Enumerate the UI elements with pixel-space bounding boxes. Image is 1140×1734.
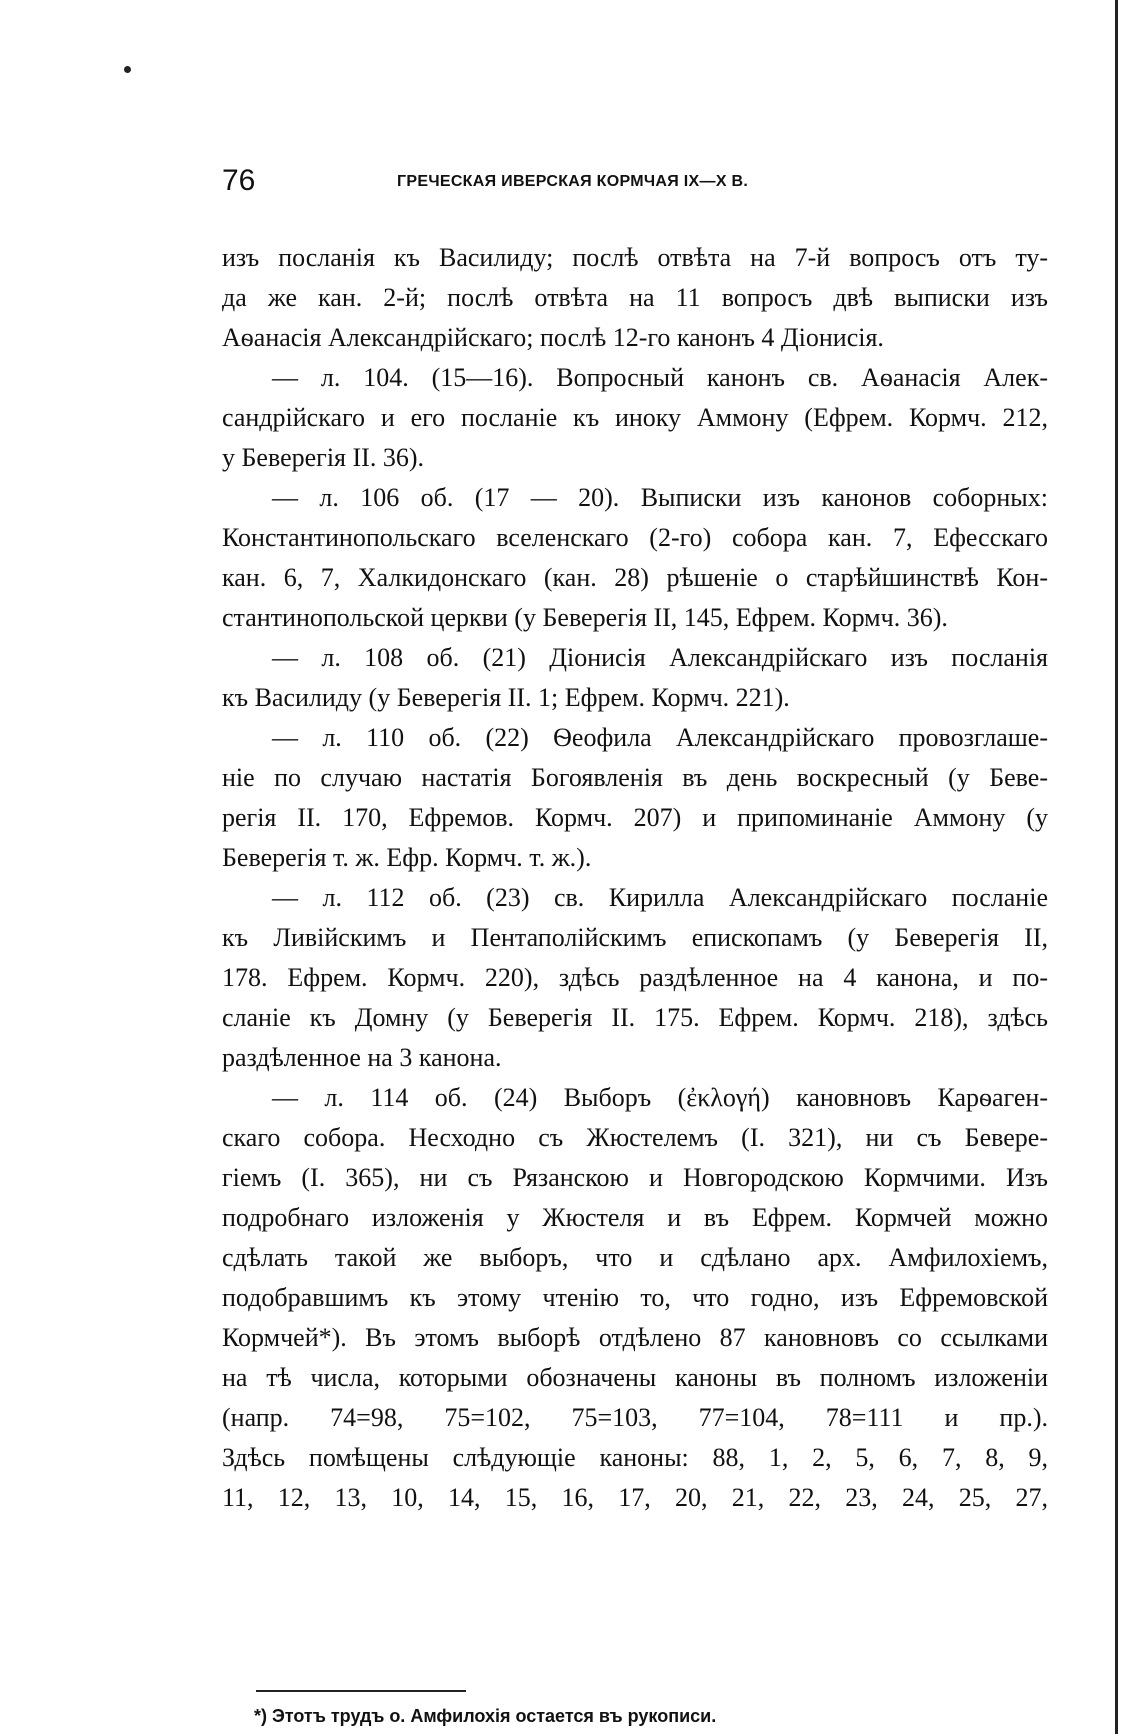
text-line: Кормчей*). Въ этомъ выборѣ отдѣлено 87 кановновъ со ссылками bbox=[222, 1323, 1048, 1352]
text-line: гіемъ (I. 365), ни съ Рязанскою и Новгородскою Кормчими. Изъ bbox=[222, 1163, 1048, 1192]
text-line: сдѣлать такой же выборъ, что и сдѣлано арх. Амфилохіемъ, bbox=[222, 1243, 1048, 1272]
text-line: — л. 110 об. (22) Ѳеофила Александрійскаго провозглаше- bbox=[272, 723, 1048, 752]
text-line: къ Василиду (у Беверегія II. 1; Ефрем. Кормч. 221). bbox=[222, 683, 790, 712]
text-line: 178. Ефрем. Кормч. 220), здѣсь раздѣленное на 4 канона, и по- bbox=[222, 963, 1048, 992]
text-line: стантинопольской церкви (у Беверегія II, 145, Ефрем. Кормч. 36). bbox=[222, 603, 948, 632]
text-line: изъ посланія къ Василиду; послѣ отвѣта на 7-й вопросъ отъ ту- bbox=[222, 243, 1048, 272]
text-line: — л. 112 об. (23) св. Кирилла Александрійскаго посланіе bbox=[272, 883, 1048, 912]
text-line: къ Ливійскимъ и Пентаполійскимъ епископамъ (у Беверегія II, bbox=[222, 923, 1048, 952]
text-line: кан. 6, 7, Халкидонскаго (кан. 28) рѣшеніе о старѣйшинствѣ Кон- bbox=[222, 563, 1048, 592]
text-line: регія II. 170, Ефремов. Кормч. 207) и припоминаніе Аммону (у bbox=[222, 803, 1048, 832]
text-line: подобравшимъ къ этому чтенію то, что годно, изъ Ефремовской bbox=[222, 1283, 1048, 1312]
ink-speck bbox=[124, 66, 131, 73]
text-line: ніе по случаю настатія Богоявленія въ день воскресный (у Беве- bbox=[222, 763, 1048, 792]
page-number: 76 bbox=[222, 164, 256, 197]
text-line: (напр. 74=98, 75=102, 75=103, 77=104, 78=111 и пр.). bbox=[222, 1403, 1048, 1432]
text-line: — л. 106 об. (17 — 20). Выписки изъ канонов соборных: bbox=[272, 483, 1048, 512]
text-line: Константинопольскаго вселенскаго (2-го) собора кан. 7, Ефесскаго bbox=[222, 523, 1048, 552]
running-title: ГРЕЧЕСКАЯ ИВЕРСКАЯ КОРМЧАЯ IX—X В. bbox=[397, 173, 749, 190]
footnote-rule bbox=[256, 1690, 466, 1692]
page-header bbox=[222, 163, 1052, 203]
text-line: скаго собора. Несходно съ Жюстелемъ (I. 321), ни съ Бевере- bbox=[222, 1123, 1048, 1152]
text-line: у Беверегія II. 36). bbox=[222, 443, 424, 472]
footnote: *) Этотъ трудъ о. Амфилохія остается въ рукописи. bbox=[254, 1706, 717, 1726]
text-line: Аѳанасія Александрійскаго; послѣ 12-го канонъ 4 Діонисія. bbox=[222, 323, 884, 352]
text-line: подробнаго изложенія у Жюстеля и въ Ефрем. Кормчей можно bbox=[222, 1203, 1048, 1232]
text-line: — л. 104. (15—16). Вопросный канонъ св. Аѳанасія Алек- bbox=[272, 363, 1048, 392]
text-line: Здѣсь помѣщены слѣдующіе каноны: 88, 1, 2, 5, 6, 7, 8, 9, bbox=[222, 1443, 1048, 1472]
text-line: — л. 108 об. (21) Діонисія Александрійскаго изъ посланія bbox=[272, 643, 1048, 672]
text-line: Беверегія т. ж. Ефр. Кормч. т. ж.). bbox=[222, 843, 592, 872]
text-line: сланіе къ Домну (у Беверегія II. 175. Ефрем. Кормч. 218), здѣсь bbox=[222, 1003, 1048, 1032]
body-text bbox=[222, 238, 1048, 1518]
text-line: раздѣленное на 3 канона. bbox=[222, 1043, 502, 1072]
text-line: 11, 12, 13, 10, 14, 15, 16, 17, 20, 21, 22, 23, 24, 25, 27, bbox=[222, 1483, 1048, 1512]
text-line: да же кан. 2-й; послѣ отвѣта на 11 вопросъ двѣ выписки изъ bbox=[222, 283, 1048, 312]
text-line: — л. 114 об. (24) Выборъ (ἐκλογή) кановновъ Карѳаген- bbox=[272, 1083, 1048, 1112]
page-edge-rule bbox=[1115, 0, 1118, 1734]
text-line: на тѣ числа, которыми обозначены каноны въ полномъ изложеніи bbox=[222, 1363, 1048, 1392]
text-line: сандрійскаго и его посланіе къ иноку Аммону (Ефрем. Кормч. 212, bbox=[222, 403, 1048, 432]
